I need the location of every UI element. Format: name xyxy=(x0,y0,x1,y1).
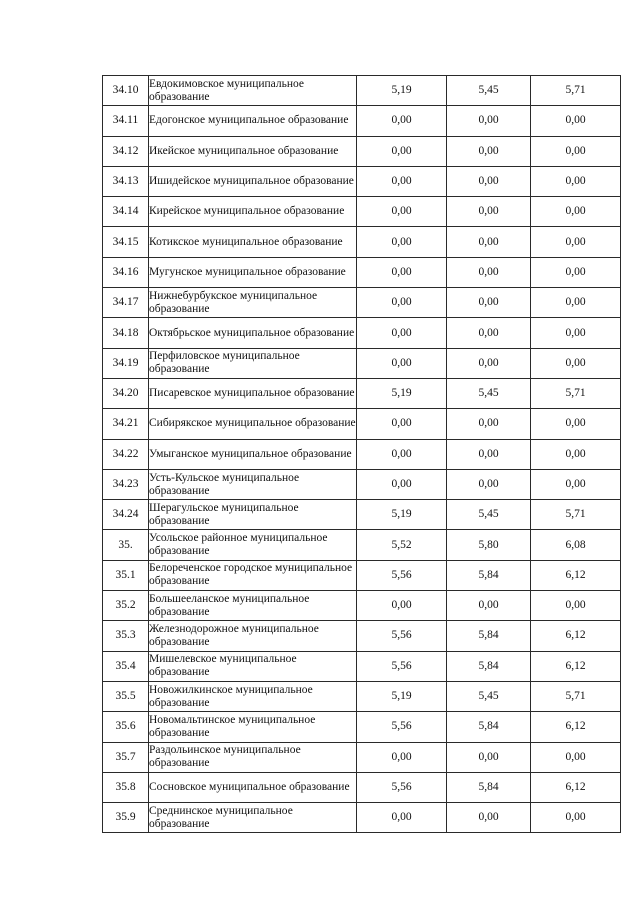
municipality-name-cell: Большееланское муниципальное образование xyxy=(149,591,357,621)
value-cell-3: 0,00 xyxy=(531,106,621,136)
table-row xyxy=(103,651,621,681)
municipality-name-cell: Ишидейское муниципальное образование xyxy=(149,166,357,196)
value-cell-2: 0,00 xyxy=(447,348,531,378)
value-cell-2: 0,00 xyxy=(447,288,531,318)
value-cell-1: 5,56 xyxy=(357,772,447,802)
value-cell-1: 5,19 xyxy=(357,500,447,530)
value-cell-3: 0,00 xyxy=(531,469,621,499)
value-cell-3: 0,00 xyxy=(531,136,621,166)
value-cell-2: 0,00 xyxy=(447,469,531,499)
table-row xyxy=(103,318,621,348)
value-cell-3: 6,12 xyxy=(531,651,621,681)
value-cell-3: 0,00 xyxy=(531,227,621,257)
municipality-name-cell: Писаревское муниципальное образование xyxy=(149,378,357,408)
row-number-cell: 35.4 xyxy=(103,651,149,681)
table-row xyxy=(103,348,621,378)
value-cell-2: 5,84 xyxy=(447,560,531,590)
value-cell-1: 0,00 xyxy=(357,742,447,772)
table-row xyxy=(103,560,621,590)
value-cell-2: 0,00 xyxy=(447,439,531,469)
table-row xyxy=(103,409,621,439)
value-cell-1: 0,00 xyxy=(357,348,447,378)
row-number-cell: 35.9 xyxy=(103,803,149,833)
value-cell-3: 5,71 xyxy=(531,500,621,530)
value-cell-1: 0,00 xyxy=(357,439,447,469)
value-cell-2: 5,84 xyxy=(447,621,531,651)
value-cell-2: 5,45 xyxy=(447,378,531,408)
value-cell-3: 0,00 xyxy=(531,288,621,318)
table-row xyxy=(103,591,621,621)
municipality-name-cell: Мугунское муниципальное образование xyxy=(149,257,357,287)
table-row xyxy=(103,772,621,802)
table-row xyxy=(103,166,621,196)
value-cell-1: 0,00 xyxy=(357,257,447,287)
table-row xyxy=(103,681,621,711)
row-number-cell: 34.14 xyxy=(103,197,149,227)
value-cell-3: 6,12 xyxy=(531,772,621,802)
value-cell-3: 0,00 xyxy=(531,348,621,378)
table-row xyxy=(103,106,621,136)
value-cell-1: 5,19 xyxy=(357,378,447,408)
value-cell-3: 0,00 xyxy=(531,803,621,833)
row-number-cell: 34.21 xyxy=(103,409,149,439)
value-cell-1: 0,00 xyxy=(357,318,447,348)
value-cell-2: 5,45 xyxy=(447,76,531,106)
row-number-cell: 34.17 xyxy=(103,288,149,318)
value-cell-2: 5,45 xyxy=(447,681,531,711)
municipal-table xyxy=(102,75,621,833)
table-body xyxy=(103,76,621,833)
row-number-cell: 35.2 xyxy=(103,591,149,621)
row-number-cell: 34.22 xyxy=(103,439,149,469)
row-number-cell: 35.7 xyxy=(103,742,149,772)
table-row xyxy=(103,197,621,227)
value-cell-3: 0,00 xyxy=(531,166,621,196)
row-number-cell: 34.10 xyxy=(103,76,149,106)
value-cell-1: 0,00 xyxy=(357,409,447,439)
row-number-cell: 35. xyxy=(103,530,149,560)
value-cell-3: 5,71 xyxy=(531,681,621,711)
value-cell-1: 5,19 xyxy=(357,681,447,711)
row-number-cell: 35.8 xyxy=(103,772,149,802)
municipality-name-cell: Октябрьское муниципальное образование xyxy=(149,318,357,348)
table-row xyxy=(103,469,621,499)
municipality-name-cell: Едогонское муниципальное образование xyxy=(149,106,357,136)
table-row xyxy=(103,136,621,166)
row-number-cell: 34.16 xyxy=(103,257,149,287)
value-cell-3: 0,00 xyxy=(531,439,621,469)
value-cell-3: 0,00 xyxy=(531,591,621,621)
municipality-name-cell: Умыганское муниципальное образование xyxy=(149,439,357,469)
value-cell-3: 6,12 xyxy=(531,621,621,651)
municipality-name-cell: Евдокимовское муниципальное образование xyxy=(149,76,357,106)
row-number-cell: 34.11 xyxy=(103,106,149,136)
table-row xyxy=(103,378,621,408)
value-cell-3: 0,00 xyxy=(531,197,621,227)
value-cell-1: 0,00 xyxy=(357,106,447,136)
value-cell-1: 0,00 xyxy=(357,166,447,196)
row-number-cell: 34.12 xyxy=(103,136,149,166)
table-row xyxy=(103,500,621,530)
value-cell-1: 5,19 xyxy=(357,76,447,106)
value-cell-2: 0,00 xyxy=(447,318,531,348)
value-cell-3: 0,00 xyxy=(531,742,621,772)
value-cell-1: 5,52 xyxy=(357,530,447,560)
municipality-name-cell: Котикское муниципальное образование xyxy=(149,227,357,257)
value-cell-1: 5,56 xyxy=(357,621,447,651)
municipality-name-cell: Белореченское городское муниципальное образование xyxy=(149,560,357,590)
value-cell-1: 5,56 xyxy=(357,651,447,681)
municipality-name-cell: Мишелевское муниципальное образование xyxy=(149,651,357,681)
municipality-name-cell: Железнодорожное муниципальное образование xyxy=(149,621,357,651)
value-cell-1: 0,00 xyxy=(357,197,447,227)
value-cell-1: 0,00 xyxy=(357,288,447,318)
row-number-cell: 34.15 xyxy=(103,227,149,257)
value-cell-1: 0,00 xyxy=(357,136,447,166)
row-number-cell: 34.19 xyxy=(103,348,149,378)
value-cell-1: 5,56 xyxy=(357,560,447,590)
municipality-name-cell: Раздольинское муниципальное образование xyxy=(149,742,357,772)
municipality-name-cell: Перфиловское муниципальное образование xyxy=(149,348,357,378)
value-cell-2: 0,00 xyxy=(447,591,531,621)
value-cell-2: 5,84 xyxy=(447,651,531,681)
row-number-cell: 35.5 xyxy=(103,681,149,711)
row-number-cell: 34.24 xyxy=(103,500,149,530)
value-cell-2: 5,80 xyxy=(447,530,531,560)
value-cell-2: 0,00 xyxy=(447,166,531,196)
value-cell-2: 0,00 xyxy=(447,257,531,287)
municipality-name-cell: Нижнебурбукское муниципальное образование xyxy=(149,288,357,318)
value-cell-2: 5,84 xyxy=(447,772,531,802)
table-row xyxy=(103,257,621,287)
row-number-cell: 35.6 xyxy=(103,712,149,742)
municipality-name-cell: Новожилкинское муниципальное образование xyxy=(149,681,357,711)
row-number-cell: 34.18 xyxy=(103,318,149,348)
value-cell-3: 0,00 xyxy=(531,318,621,348)
value-cell-3: 5,71 xyxy=(531,378,621,408)
table-row xyxy=(103,803,621,833)
row-number-cell: 34.20 xyxy=(103,378,149,408)
value-cell-1: 5,56 xyxy=(357,712,447,742)
value-cell-2: 5,84 xyxy=(447,712,531,742)
value-cell-3: 6,12 xyxy=(531,712,621,742)
table-row xyxy=(103,621,621,651)
row-number-cell: 35.3 xyxy=(103,621,149,651)
value-cell-3: 6,08 xyxy=(531,530,621,560)
value-cell-3: 0,00 xyxy=(531,257,621,287)
value-cell-2: 0,00 xyxy=(447,227,531,257)
table-row xyxy=(103,439,621,469)
row-number-cell: 35.1 xyxy=(103,560,149,590)
value-cell-3: 5,71 xyxy=(531,76,621,106)
municipality-name-cell: Усть-Кульское муниципальное образование xyxy=(149,469,357,499)
table-row xyxy=(103,288,621,318)
table-row xyxy=(103,76,621,106)
municipality-name-cell: Сибирякское муниципальное образование xyxy=(149,409,357,439)
table-row xyxy=(103,227,621,257)
value-cell-2: 0,00 xyxy=(447,803,531,833)
municipality-name-cell: Среднинское муниципальное образование xyxy=(149,803,357,833)
table-row xyxy=(103,712,621,742)
value-cell-2: 0,00 xyxy=(447,136,531,166)
row-number-cell: 34.23 xyxy=(103,469,149,499)
value-cell-1: 0,00 xyxy=(357,469,447,499)
value-cell-2: 0,00 xyxy=(447,409,531,439)
value-cell-2: 0,00 xyxy=(447,742,531,772)
municipality-name-cell: Усольское районное муниципальное образование xyxy=(149,530,357,560)
municipality-name-cell: Новомальтинское муниципальное образование xyxy=(149,712,357,742)
table-row xyxy=(103,530,621,560)
value-cell-2: 5,45 xyxy=(447,500,531,530)
municipality-name-cell: Кирейское муниципальное образование xyxy=(149,197,357,227)
value-cell-3: 6,12 xyxy=(531,560,621,590)
value-cell-1: 0,00 xyxy=(357,803,447,833)
table-row xyxy=(103,742,621,772)
value-cell-2: 0,00 xyxy=(447,106,531,136)
value-cell-1: 0,00 xyxy=(357,227,447,257)
row-number-cell: 34.13 xyxy=(103,166,149,196)
value-cell-1: 0,00 xyxy=(357,591,447,621)
municipality-name-cell: Икейское муниципальное образование xyxy=(149,136,357,166)
municipality-name-cell: Сосновское муниципальное образование xyxy=(149,772,357,802)
value-cell-3: 0,00 xyxy=(531,409,621,439)
value-cell-2: 0,00 xyxy=(447,197,531,227)
municipality-name-cell: Шерагульское муниципальное образование xyxy=(149,500,357,530)
